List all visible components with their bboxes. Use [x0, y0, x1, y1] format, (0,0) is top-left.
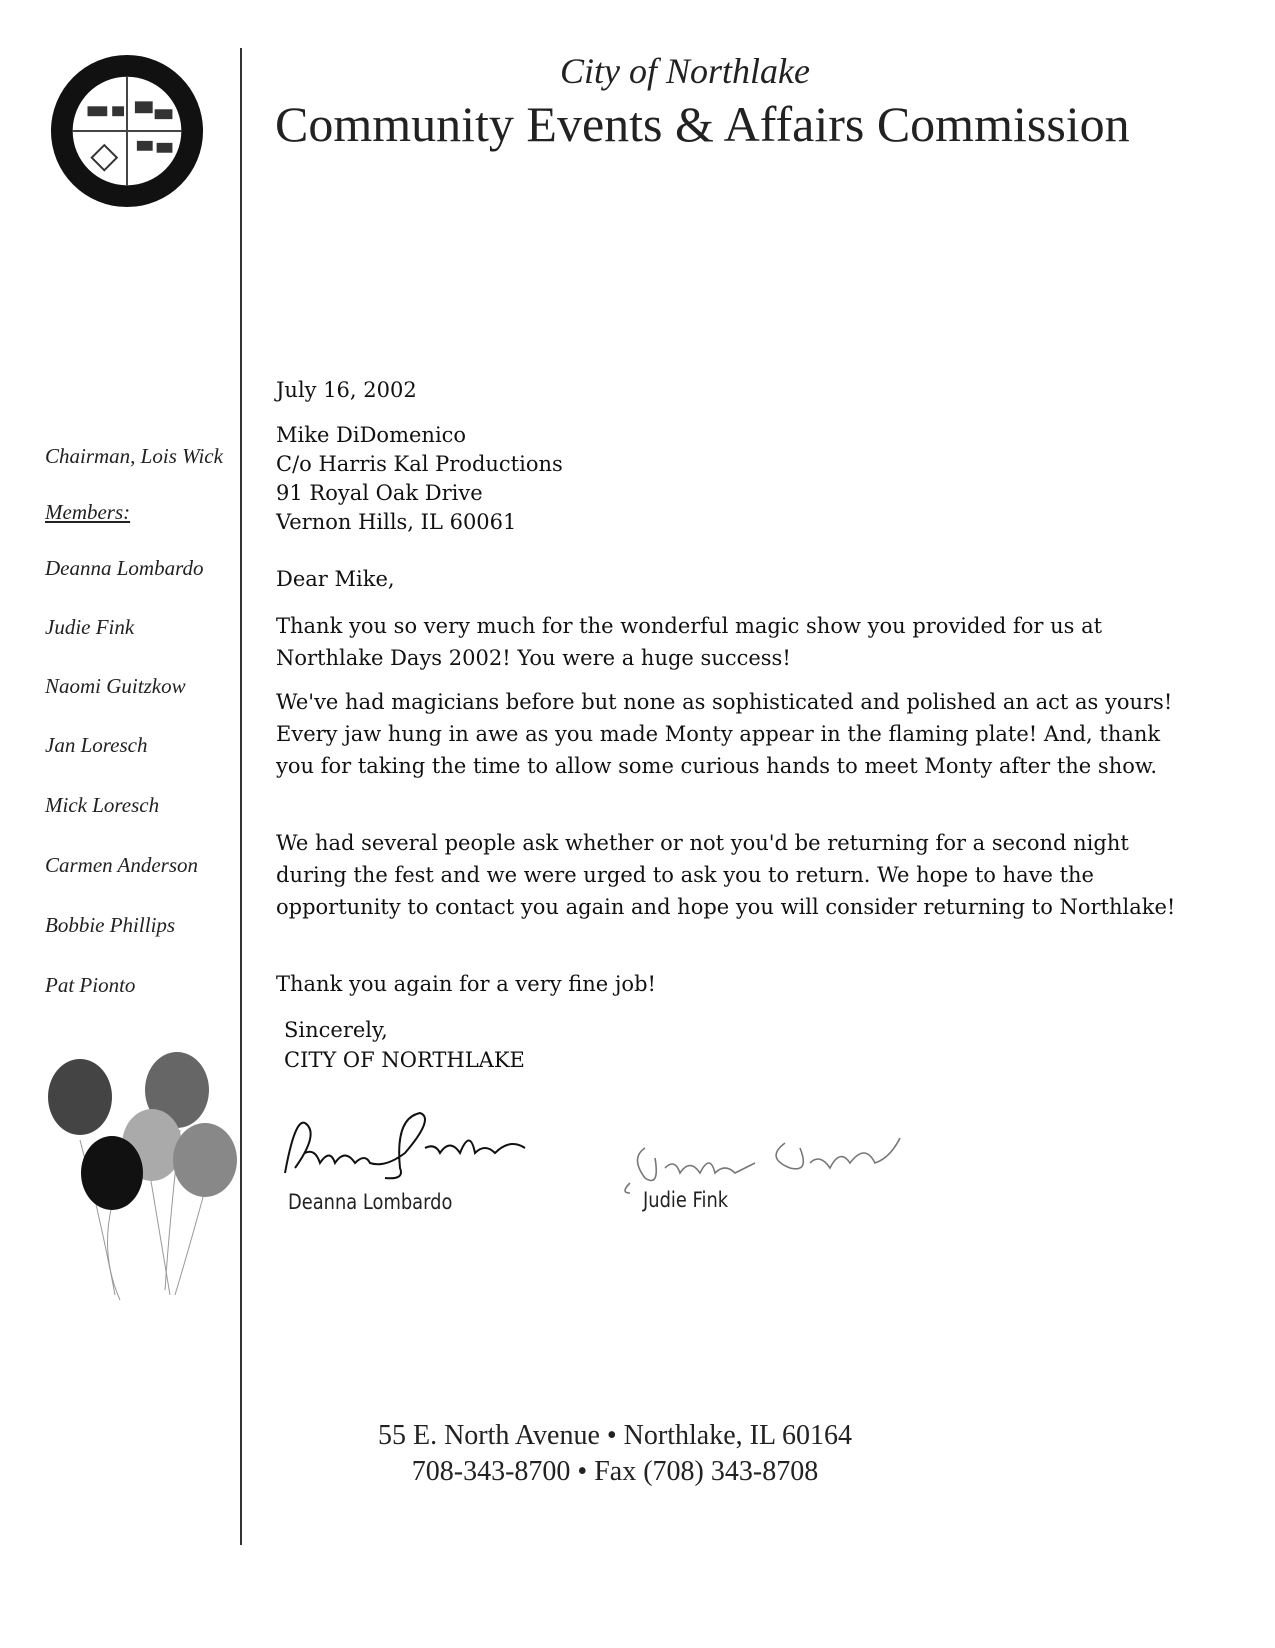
- closing-text: Sincerely,: [284, 1018, 388, 1042]
- address-line: Vernon Hills, IL 60061: [276, 510, 517, 534]
- margin-divider: [240, 48, 242, 1545]
- salutation: Dear Mike,: [276, 567, 395, 591]
- address-line: 91 Royal Oak Drive: [276, 481, 483, 505]
- signer-name: Deanna Lombardo: [288, 1190, 453, 1214]
- recipient-address: [276, 421, 1176, 537]
- closing: [284, 1015, 1184, 1075]
- paragraph: We've had magicians before but none as sophisticated and polished an act as yours! Every jaw hung in awe as you made Monty appear in the flaming plate! And, thank you for taking the time to allow some curious hands to meet Monty after the show.: [276, 690, 1173, 778]
- city-seal-logo: [48, 52, 206, 210]
- organization: CITY OF NORTHLAKE: [284, 1048, 525, 1072]
- address-line: C/o Harris Kal Productions: [276, 452, 563, 476]
- member: Carmen Anderson: [45, 853, 199, 877]
- city-name: City of Northlake: [560, 51, 810, 91]
- member: Mick Loresch: [45, 793, 160, 817]
- member: Judie Fink: [45, 615, 135, 639]
- paragraph: Thank you again for a very fine job!: [276, 972, 656, 996]
- paragraph: We had several people ask whether or not you'd be returning for a second night during the fest and we were urged to ask you to return. We hope to have the opportunity to contact you again and hope you will consider returning to Northlake!: [276, 831, 1176, 919]
- chairman: Chairman, Lois Wick: [45, 444, 223, 468]
- member: Jan Loresch: [45, 733, 148, 757]
- member: Naomi Guitzkow: [45, 674, 186, 698]
- member: Bobbie Phillips: [45, 913, 176, 937]
- member: Deanna Lombardo: [45, 556, 204, 580]
- letter-date: July 16, 2002: [276, 378, 417, 402]
- paragraph: Thank you so very much for the wonderful magic show you provided for us at Northlake Days 2002! You were a huge success!: [276, 614, 1103, 670]
- member: Pat Pionto: [45, 973, 136, 997]
- address-line: Mike DiDomenico: [276, 423, 467, 447]
- signature-deanna-lombardo: [275, 1108, 545, 1183]
- commission-title: Community Events & Affairs Commission: [275, 96, 1130, 152]
- balloons-illustration: [40, 1045, 250, 1305]
- footer-address: 55 E. North Avenue • Northlake, IL 60164: [377, 1420, 853, 1451]
- signer-name: Judie Fink: [643, 1188, 729, 1212]
- members-label: Members:: [45, 500, 131, 524]
- footer-phone: 708-343-8700 • Fax (708) 343-8708: [411, 1456, 819, 1487]
